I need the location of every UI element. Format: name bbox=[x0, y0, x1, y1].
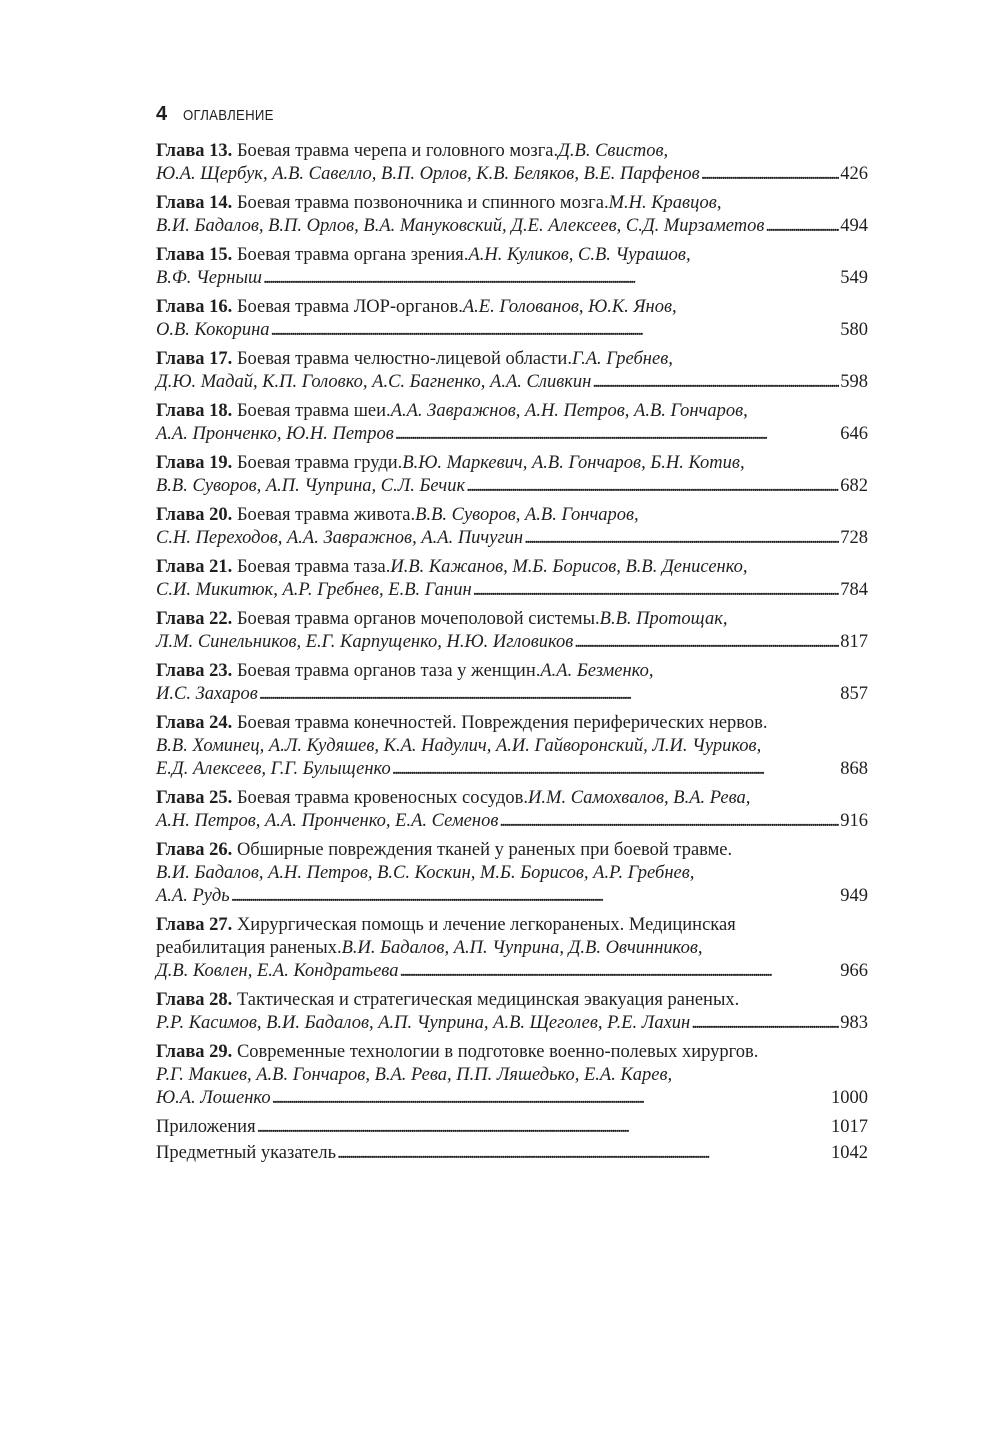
running-title: ОГЛАВЛЕНИЕ bbox=[183, 107, 274, 124]
chapter-label: Глава 18. bbox=[156, 401, 233, 421]
toc-line bbox=[156, 758, 868, 781]
chapter-label: Глава 23. bbox=[156, 661, 233, 681]
dot-leader bbox=[392, 758, 839, 781]
toc-line bbox=[156, 244, 868, 267]
chapter-label: Глава 28. bbox=[156, 990, 233, 1010]
chapter-title: Боевая травма шеи. bbox=[232, 401, 391, 421]
chapter-authors: Д.В. Свистов, bbox=[558, 141, 669, 161]
appendix-title: Предметный указатель bbox=[156, 1143, 337, 1163]
dot-leader bbox=[231, 885, 840, 908]
toc-entry bbox=[156, 660, 868, 706]
chapter-title: Боевая травма груди. bbox=[232, 453, 403, 473]
dot-leader bbox=[701, 163, 840, 186]
toc-line bbox=[156, 683, 868, 706]
chapter-authors: А.А. Безменко, bbox=[540, 661, 654, 681]
dot-leader bbox=[765, 215, 839, 238]
chapter-label: Глава 27. bbox=[156, 915, 233, 935]
chapter-authors: А.Е. Голованов, Ю.К. Янов, bbox=[462, 297, 677, 317]
table-of-contents bbox=[156, 140, 868, 1168]
chapter-authors: С.И. Микитюк, А.Р. Гребнев, Е.В. Ганин bbox=[156, 580, 472, 600]
toc-entry bbox=[156, 556, 868, 602]
toc-line bbox=[156, 527, 868, 550]
page-ref: 857 bbox=[840, 684, 868, 704]
dot-leader bbox=[592, 371, 839, 394]
toc-line bbox=[156, 631, 868, 654]
chapter-authors: И.С. Захаров bbox=[156, 684, 258, 704]
toc-line bbox=[156, 1041, 868, 1064]
chapter-authors: Г.А. Гребнев, bbox=[571, 349, 673, 369]
chapter-authors: Е.Д. Алексеев, Г.Г. Булыщенко bbox=[156, 759, 391, 779]
chapter-authors: А.А. Рудь bbox=[156, 886, 230, 906]
chapter-authors: А.А. Завражнов, А.Н. Петров, А.В. Гончаров, bbox=[390, 401, 748, 421]
page-ref: 966 bbox=[840, 961, 868, 981]
dot-leader bbox=[499, 810, 839, 833]
page-ref: 868 bbox=[840, 759, 868, 779]
toc-line bbox=[156, 960, 868, 983]
chapter-label: Глава 15. bbox=[156, 245, 233, 265]
toc-line bbox=[156, 348, 868, 371]
chapter-authors: О.В. Кокорина bbox=[156, 320, 270, 340]
chapter-title: Обширные повреждения тканей у раненых при боевой травме. bbox=[232, 840, 733, 860]
toc-line bbox=[156, 1087, 868, 1110]
toc-entry bbox=[156, 504, 868, 550]
toc-entry bbox=[156, 244, 868, 290]
chapter-authors: В.В. Хоминец, А.Л. Кудяшев, К.А. Надулич, А.И. Гайворонский, Л.И. Чуриков, bbox=[156, 736, 762, 756]
toc-line bbox=[156, 660, 868, 683]
page-ref: 949 bbox=[840, 886, 868, 906]
page-ref: 682 bbox=[840, 476, 868, 496]
toc-line bbox=[156, 163, 868, 186]
chapter-title: Боевая травма конечностей. Повреждения периферических нервов. bbox=[232, 713, 768, 733]
toc-line bbox=[156, 885, 868, 908]
page-ref: 494 bbox=[840, 216, 868, 236]
chapter-authors: В.Ю. Маркевич, А.В. Гончаров, Б.Н. Котив, bbox=[402, 453, 745, 473]
dot-leader bbox=[473, 579, 840, 602]
page-ref: 598 bbox=[840, 372, 868, 392]
chapter-authors: Ю.А. Щербук, А.В. Савелло, В.П. Орлов, К.В. Беляков, В.Е. Парфенов bbox=[156, 164, 700, 184]
toc-line bbox=[156, 475, 868, 498]
page-ref: 784 bbox=[840, 580, 868, 600]
toc-entry bbox=[156, 839, 868, 908]
toc-line bbox=[156, 452, 868, 475]
toc-entry bbox=[156, 348, 868, 394]
chapter-title: Боевая травма органа зрения. bbox=[232, 245, 469, 265]
page-ref: 426 bbox=[840, 164, 868, 184]
chapter-label: Глава 17. bbox=[156, 349, 233, 369]
chapter-label: Глава 25. bbox=[156, 788, 233, 808]
toc-line bbox=[156, 735, 868, 758]
chapter-title: Тактическая и стратегическая медицинская эвакуация раненых. bbox=[232, 990, 740, 1010]
dot-leader bbox=[524, 527, 839, 550]
toc-line bbox=[156, 371, 868, 394]
chapter-authors: А.А. Пронченко, Ю.Н. Петров bbox=[156, 424, 394, 444]
chapter-authors: Л.М. Синельников, Е.Г. Карпущенко, Н.Ю. Игловиков bbox=[156, 632, 574, 652]
chapter-authors: А.Н. Куликов, С.В. Чурашов, bbox=[468, 245, 691, 265]
chapter-authors: Д.В. Ковлен, Е.А. Кондратьева bbox=[156, 961, 399, 981]
chapter-title: Боевая травма челюстно-лицевой области. bbox=[232, 349, 572, 369]
chapter-title: Современные технологии в подготовке военно-полевых хирургов. bbox=[232, 1042, 759, 1062]
chapter-authors: В.В. Суворов, А.В. Гончаров, bbox=[415, 505, 639, 525]
toc-entry bbox=[156, 787, 868, 833]
toc-entry bbox=[156, 400, 868, 446]
toc-line bbox=[156, 839, 868, 862]
toc-line bbox=[156, 1142, 868, 1165]
toc-line bbox=[156, 914, 868, 937]
toc-line bbox=[156, 810, 868, 833]
toc-line bbox=[156, 1012, 868, 1035]
dot-leader bbox=[466, 475, 839, 498]
toc-line bbox=[156, 400, 868, 423]
chapter-label: Глава 24. bbox=[156, 713, 233, 733]
toc-entry bbox=[156, 1116, 868, 1139]
toc-line bbox=[156, 712, 868, 735]
chapter-label: Глава 20. bbox=[156, 505, 233, 525]
toc-line bbox=[156, 192, 868, 215]
toc-line bbox=[156, 579, 868, 602]
dot-leader bbox=[399, 960, 839, 983]
page-ref: 1000 bbox=[831, 1088, 868, 1108]
chapter-authors: В.В. Протощак, bbox=[599, 609, 728, 629]
chapter-label: Глава 19. bbox=[156, 453, 233, 473]
chapter-title: Боевая травма кровеносных сосудов. bbox=[232, 788, 529, 808]
chapter-authors: В.И. Бадалов, А.П. Чуприна, Д.В. Овчинников, bbox=[341, 938, 703, 958]
chapter-authors: В.И. Бадалов, А.Н. Петров, В.С. Коскин, М.Б. Борисов, А.Р. Гребнев, bbox=[156, 863, 695, 883]
toc-line bbox=[156, 1064, 868, 1087]
dot-leader bbox=[691, 1012, 839, 1035]
chapter-authors: Р.Г. Макиев, А.В. Гончаров, В.А. Рева, П.П. Ляшедько, Е.А. Карев, bbox=[156, 1065, 673, 1085]
chapter-label: Глава 29. bbox=[156, 1042, 233, 1062]
chapter-title: Боевая травма таза. bbox=[232, 557, 391, 577]
page-ref: 817 bbox=[840, 632, 868, 652]
dot-leader bbox=[272, 1087, 830, 1110]
chapter-label: Глава 26. bbox=[156, 840, 233, 860]
chapter-label: Глава 22. bbox=[156, 609, 233, 629]
appendix-title: Приложения bbox=[156, 1117, 256, 1137]
chapter-title: Боевая травма черепа и головного мозга. bbox=[232, 141, 559, 161]
page-ref: 646 bbox=[840, 424, 868, 444]
toc-line bbox=[156, 140, 868, 163]
chapter-title: Боевая травма живота. bbox=[232, 505, 416, 525]
toc-entry bbox=[156, 608, 868, 654]
page-number: 4 bbox=[156, 103, 168, 125]
toc-line bbox=[156, 989, 868, 1012]
toc-line bbox=[156, 608, 868, 631]
chapter-label: Глава 13. bbox=[156, 141, 233, 161]
toc-entry bbox=[156, 712, 868, 781]
toc-entry bbox=[156, 192, 868, 238]
toc-entry bbox=[156, 296, 868, 342]
toc-entry bbox=[156, 452, 868, 498]
chapter-authors: Д.Ю. Мадай, К.П. Головко, А.С. Багненко, А.А. Сливкин bbox=[156, 372, 592, 392]
chapter-label: Глава 14. bbox=[156, 193, 233, 213]
chapter-authors: Ю.А. Лошенко bbox=[156, 1088, 271, 1108]
chapter-authors: М.Н. Кравцов, bbox=[608, 193, 722, 213]
dot-leader bbox=[271, 319, 840, 342]
chapter-title: Боевая травма позвоночника и спинного мозга. bbox=[232, 193, 609, 213]
chapter-authors: И.В. Кажанов, М.Б. Борисов, В.В. Денисенко, bbox=[390, 557, 748, 577]
chapter-title: Хирургическая помощь и лечение легкораненых. Медицинская bbox=[232, 915, 736, 935]
page-ref: 1017 bbox=[831, 1117, 868, 1137]
chapter-title: Боевая травма органов таза у женщин. bbox=[232, 661, 541, 681]
chapter-authors: В.И. Бадалов, В.П. Орлов, В.А. Мануковский, Д.Е. Алексеев, С.Д. Мирзаметов bbox=[156, 216, 765, 236]
chapter-authors: Р.Р. Касимов, В.И. Бадалов, А.П. Чуприна, А.В. Щеголев, Р.Е. Лахин bbox=[156, 1013, 691, 1033]
toc-line bbox=[156, 267, 868, 290]
running-header bbox=[156, 103, 286, 131]
toc-line bbox=[156, 423, 868, 446]
toc-line bbox=[156, 1116, 868, 1139]
chapter-title: Боевая травма ЛОР-органов. bbox=[232, 297, 463, 317]
toc-entry bbox=[156, 1041, 868, 1110]
dot-leader bbox=[574, 631, 839, 654]
toc-entry bbox=[156, 1142, 868, 1165]
toc-line bbox=[156, 296, 868, 319]
page-ref: 728 bbox=[840, 528, 868, 548]
chapter-label: Глава 21. bbox=[156, 557, 233, 577]
toc-line bbox=[156, 787, 868, 810]
chapter-title: Боевая травма органов мочеполовой системы. bbox=[232, 609, 600, 629]
toc-line bbox=[156, 556, 868, 579]
chapter-label: Глава 16. bbox=[156, 297, 233, 317]
dot-leader bbox=[263, 267, 839, 290]
page-ref: 983 bbox=[840, 1013, 868, 1033]
chapter-title: реабилитация раненых. bbox=[156, 938, 342, 958]
chapter-authors: В.В. Суворов, А.П. Чуприна, С.Л. Бечик bbox=[156, 476, 466, 496]
toc-entry bbox=[156, 989, 868, 1035]
chapter-authors: И.М. Самохвалов, В.А. Рева, bbox=[528, 788, 751, 808]
toc-line bbox=[156, 319, 868, 342]
chapter-authors: С.Н. Переходов, А.А. Завражнов, А.А. Пичугин bbox=[156, 528, 524, 548]
toc-line bbox=[156, 937, 868, 960]
page-ref: 580 bbox=[840, 320, 868, 340]
dot-leader bbox=[337, 1142, 830, 1165]
toc-entry bbox=[156, 140, 868, 186]
chapter-authors: А.Н. Петров, А.А. Пронченко, Е.А. Семенов bbox=[156, 811, 499, 831]
toc-line bbox=[156, 215, 868, 238]
toc-entry bbox=[156, 914, 868, 983]
page-ref: 1042 bbox=[831, 1143, 868, 1163]
chapter-authors: В.Ф. Черныш bbox=[156, 268, 262, 288]
page-ref: 549 bbox=[840, 268, 868, 288]
toc-line bbox=[156, 504, 868, 527]
dot-leader bbox=[259, 683, 840, 706]
toc-line bbox=[156, 862, 868, 885]
page-ref: 916 bbox=[840, 811, 868, 831]
dot-leader bbox=[395, 423, 840, 446]
dot-leader bbox=[257, 1116, 830, 1139]
